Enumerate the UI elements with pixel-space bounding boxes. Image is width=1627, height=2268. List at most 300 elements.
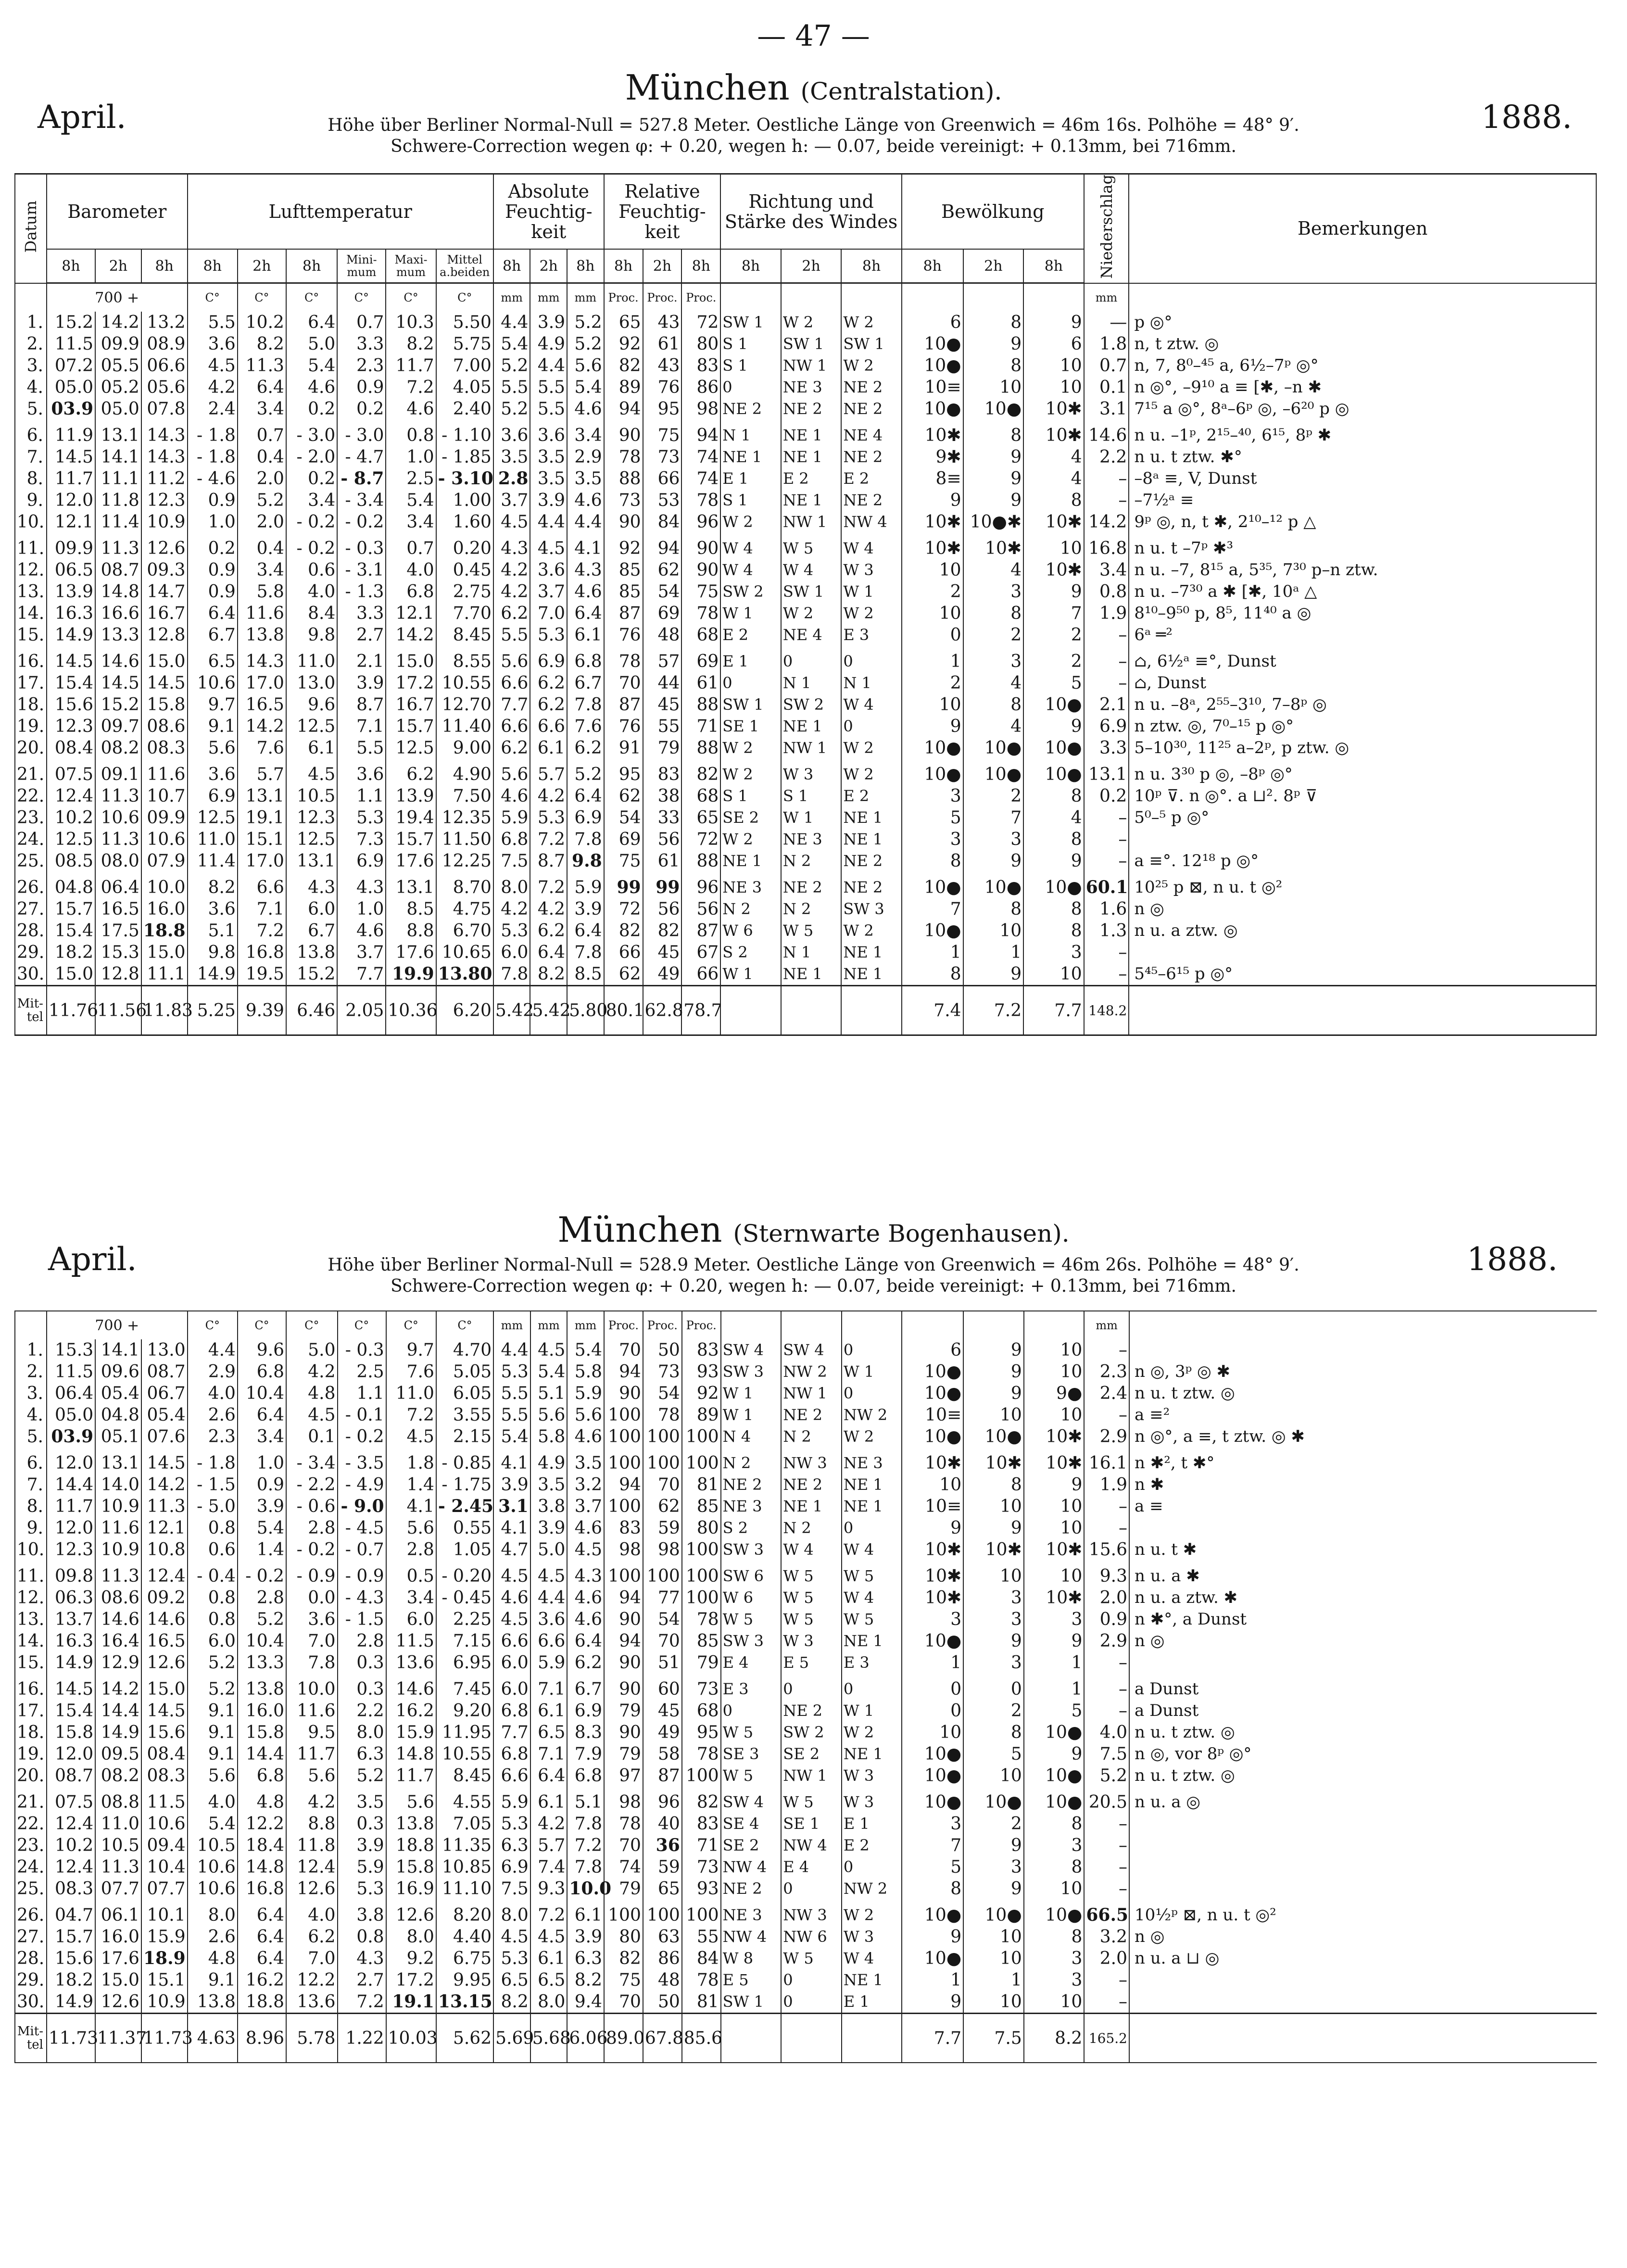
cell-temp-8h-evening: 12.5 xyxy=(286,829,337,850)
cell-cloud-8h-evening: 10✱ xyxy=(1023,511,1084,533)
table-row xyxy=(15,1948,1597,1969)
mean-temp-mean: 5.62 xyxy=(436,2014,493,2063)
cell-cloud-2h: 10● xyxy=(963,1787,1024,1813)
page-number: — 47 — xyxy=(757,19,870,53)
cell-wind-2h: W 1 xyxy=(781,807,842,829)
cell-baro-2h: 11.0 xyxy=(95,1813,141,1835)
cell-baro-2h: 14.1 xyxy=(95,446,141,468)
cell-temp-min: 3.3 xyxy=(337,333,386,355)
header-barometer: Barometer xyxy=(47,174,188,250)
cell-wind-8h-evening: NE 1 xyxy=(841,963,902,986)
cell-cloud-2h: 3 xyxy=(963,646,1024,672)
cell-cloud-8h-evening: 10● xyxy=(1023,694,1084,716)
cell-cloud-8h: 10● xyxy=(902,1948,963,1969)
cell-baro-2h: 07.7 xyxy=(95,1878,141,1900)
cell-relf-8h-evening: 56 xyxy=(681,898,720,920)
cell-temp-min: - 4.7 xyxy=(337,446,386,468)
cell-cloud-2h: 10 xyxy=(963,377,1024,398)
cell-absf-2h: 4.2 xyxy=(530,898,567,920)
cell-remarks: n u. a ✱ xyxy=(1129,1561,1597,1587)
cell-baro-8h: 12.4 xyxy=(47,1813,95,1835)
cell-baro-8h-evening: 14.3 xyxy=(141,446,188,468)
table-row xyxy=(15,1383,1597,1404)
cell-cloud-8h: 10● xyxy=(902,872,963,898)
cell-wind-8h: E 1 xyxy=(720,468,781,490)
cell-temp-min: - 0.1 xyxy=(338,1404,386,1426)
cell-temp-mean: - 0.85 xyxy=(436,1448,493,1474)
cell-wind-2h: 0 xyxy=(781,1878,842,1900)
cell-baro-2h: 15.2 xyxy=(95,694,141,716)
cell-relf-8h-evening: 93 xyxy=(682,1878,721,1900)
cell-absf-2h: 5.4 xyxy=(530,1361,568,1383)
cell-temp-8h-evening: 11.7 xyxy=(286,1743,337,1765)
cell-temp-max: 8.0 xyxy=(386,1926,436,1948)
cell-day: 22. xyxy=(15,1813,47,1835)
cell-temp-8h: 0.9 xyxy=(188,490,238,511)
cell-absf-8h: 4.5 xyxy=(493,511,530,533)
cell-absf-8h-evening: 6.7 xyxy=(567,1674,604,1700)
cell-wind-2h: 0 xyxy=(781,1969,842,1991)
cell-precipitation: 14.6 xyxy=(1084,420,1129,446)
mean-absf-8h: 5.42 xyxy=(493,986,530,1035)
cell-day: 1. xyxy=(15,312,47,333)
cell-baro-8h-evening: 12.3 xyxy=(141,490,188,511)
cell-absf-2h: 4.5 xyxy=(530,1339,568,1361)
cell-absf-8h: 4.5 xyxy=(493,1609,530,1630)
cell-temp-8h-evening: 0.6 xyxy=(286,559,337,581)
cell-temp-8h: 5.6 xyxy=(188,1765,238,1787)
cell-wind-8h: E 5 xyxy=(721,1969,782,1991)
cell-temp-8h-evening: 13.8 xyxy=(286,942,337,963)
cell-relf-2h: 54 xyxy=(643,581,682,603)
cell-baro-8h-evening: 14.5 xyxy=(141,672,188,694)
cell-temp-8h: 14.9 xyxy=(188,963,238,986)
hdr-wind-8h: 8h xyxy=(720,249,781,283)
cell-wind-8h-evening: W 3 xyxy=(841,559,902,581)
cell-remarks: a ≡² xyxy=(1129,1404,1597,1426)
cell-temp-mean: 11.10 xyxy=(436,1878,493,1900)
cell-precipitation: 2.1 xyxy=(1084,694,1129,716)
table-row xyxy=(15,398,1596,420)
cell-temp-2h: 8.2 xyxy=(238,333,286,355)
cell-baro-8h: 15.7 xyxy=(47,1926,95,1948)
hdr-bew-8h-evening: 8h xyxy=(1023,249,1084,283)
cell-baro-8h-evening: 10.4 xyxy=(141,1856,188,1878)
cell-temp-8h: 2.4 xyxy=(188,398,238,420)
cell-day: 11. xyxy=(15,533,47,559)
mean-temp-max: 10.36 xyxy=(386,986,436,1035)
cell-remarks: n u. t ztw. ◎ xyxy=(1129,1383,1597,1404)
table-row xyxy=(15,1674,1597,1700)
cell-baro-8h: 14.4 xyxy=(47,1474,95,1496)
cell-temp-2h: 5.2 xyxy=(238,490,286,511)
cell-baro-2h: 14.1 xyxy=(95,1339,141,1361)
cell-relf-2h: 49 xyxy=(643,1722,682,1743)
cell-baro-8h-evening: 13.2 xyxy=(141,312,188,333)
cell-baro-8h-evening: 08.6 xyxy=(141,716,188,737)
cell-precipitation: 0.2 xyxy=(1084,785,1129,807)
cell-relf-2h: 78 xyxy=(643,1404,682,1426)
cell-temp-max: 14.6 xyxy=(386,1674,436,1700)
cell-day: 24. xyxy=(15,829,47,850)
cell-baro-8h-evening: 08.3 xyxy=(141,737,188,759)
cell-baro-8h: 14.5 xyxy=(47,1674,95,1700)
cell-relf-8h-evening: 83 xyxy=(682,1339,721,1361)
cell-temp-max: 17.2 xyxy=(386,1969,436,1991)
cell-baro-8h: 15.6 xyxy=(47,1948,95,1969)
cell-baro-2h: 08.8 xyxy=(95,1787,141,1813)
cell-baro-8h-evening: 16.7 xyxy=(141,603,188,624)
cell-cloud-2h: 9 xyxy=(963,333,1024,355)
cell-wind-8h: NE 1 xyxy=(720,850,781,872)
station-title-2 xyxy=(0,1210,1627,1250)
cell-temp-min: - 4.5 xyxy=(338,1517,386,1539)
cell-relf-2h: 45 xyxy=(643,694,682,716)
cell-wind-2h: S 1 xyxy=(781,785,842,807)
cell-baro-8h-evening: 15.0 xyxy=(141,646,188,672)
cell-day: 29. xyxy=(15,1969,47,1991)
cell-absf-8h-evening: 3.9 xyxy=(567,898,604,920)
cell-cloud-8h: 7 xyxy=(902,1835,963,1856)
cell-remarks xyxy=(1129,1991,1597,2014)
cell-temp-8h-evening: 4.6 xyxy=(286,377,337,398)
mean-relf-2h: 62.8 xyxy=(643,986,682,1035)
station-subtitle: (Centralstation). xyxy=(800,77,1002,105)
cell-absf-2h: 4.2 xyxy=(530,785,567,807)
cell-temp-8h-evening: - 0.2 xyxy=(286,533,337,559)
cell-precipitation: 3.1 xyxy=(1084,398,1129,420)
cell-wind-2h: W 5 xyxy=(781,920,842,942)
cell-temp-mean: 2.75 xyxy=(436,581,493,603)
cell-temp-max: 17.2 xyxy=(386,672,436,694)
cell-wind-2h: NW 1 xyxy=(781,355,842,377)
cell-baro-8h: 14.9 xyxy=(47,1991,95,2014)
cell-temp-min: 0.3 xyxy=(338,1652,386,1674)
hdr-temp-2h: 2h xyxy=(238,249,286,283)
unit-c: C° xyxy=(286,283,337,312)
cell-baro-2h: 13.1 xyxy=(95,1448,141,1474)
cell-cloud-2h: 9 xyxy=(963,963,1024,986)
mean-empty xyxy=(841,986,902,1035)
cell-wind-8h: W 1 xyxy=(720,603,781,624)
cell-baro-8h-evening: 12.6 xyxy=(141,1652,188,1674)
cell-absf-8h-evening: 5.2 xyxy=(567,759,604,785)
cell-temp-2h: 16.5 xyxy=(238,694,286,716)
cell-temp-2h: 13.8 xyxy=(238,624,286,646)
cell-day: 10. xyxy=(15,511,47,533)
cell-baro-2h: 08.0 xyxy=(95,850,141,872)
cell-relf-8h-evening: 85 xyxy=(682,1630,721,1652)
cell-baro-2h: 09.9 xyxy=(95,333,141,355)
cell-relf-8h-evening: 87 xyxy=(681,920,720,942)
mean-precipitation: 148.2 xyxy=(1084,986,1129,1035)
cell-precipitation: 66.5 xyxy=(1084,1900,1129,1926)
cell-temp-2h: 2.0 xyxy=(238,468,286,490)
cell-cloud-8h: 0 xyxy=(902,1700,963,1722)
cell-wind-8h: NW 4 xyxy=(721,1926,782,1948)
cell-baro-8h: 10.2 xyxy=(47,807,95,829)
table-row xyxy=(15,420,1596,446)
table-row xyxy=(15,646,1596,672)
cell-temp-mean: 7.15 xyxy=(436,1630,493,1652)
mean-absf-8h: 5.69 xyxy=(493,2014,530,2063)
cell-remarks xyxy=(1129,1878,1597,1900)
cell-temp-8h-evening: 11.0 xyxy=(286,646,337,672)
cell-cloud-8h: 10● xyxy=(902,333,963,355)
cell-day: 20. xyxy=(15,1765,47,1787)
cell-wind-8h: SE 1 xyxy=(720,716,781,737)
cell-temp-2h: 15.1 xyxy=(238,829,286,850)
cell-baro-8h: 15.0 xyxy=(47,963,95,986)
cell-absf-8h-evening: 4.6 xyxy=(567,490,604,511)
station-title xyxy=(0,67,1627,108)
cell-day: 24. xyxy=(15,1856,47,1878)
cell-cloud-2h: 3 xyxy=(963,1587,1024,1609)
hdr-bew-8h: 8h xyxy=(902,249,963,283)
cell-wind-8h: SE 2 xyxy=(720,807,781,829)
cell-baro-8h: 11.9 xyxy=(47,420,95,446)
cell-absf-2h: 6.1 xyxy=(530,1700,568,1722)
cell-cloud-8h-evening: 10 xyxy=(1024,1517,1085,1539)
cell-temp-8h-evening: - 2.0 xyxy=(286,446,337,468)
hdr-wind-8h-evening: 8h xyxy=(841,249,902,283)
cell-day: 26. xyxy=(15,872,47,898)
cell-remarks xyxy=(1129,1969,1597,1991)
cell-temp-8h-evening: 12.2 xyxy=(286,1969,337,1991)
cell-absf-8h-evening: 5.9 xyxy=(567,872,604,898)
cell-day: 6. xyxy=(15,420,47,446)
cell-relf-8h-evening: 100 xyxy=(682,1900,721,1926)
cell-temp-2h: 9.6 xyxy=(238,1339,286,1361)
table-row xyxy=(15,759,1596,785)
cell-remarks: n ◎, 3ᵖ ◎ ✱ xyxy=(1129,1361,1597,1383)
cell-temp-max: 11.7 xyxy=(386,1765,436,1787)
cell-baro-2h: 14.6 xyxy=(95,646,141,672)
cell-cloud-8h: 10 xyxy=(902,1474,963,1496)
cell-relf-2h: 84 xyxy=(643,511,682,533)
table-row xyxy=(15,1609,1597,1630)
cell-relf-2h: 100 xyxy=(643,1561,682,1587)
cell-baro-8h: 14.9 xyxy=(47,624,95,646)
cell-temp-8h: 1.0 xyxy=(188,511,238,533)
cell-temp-8h-evening: 5.4 xyxy=(286,355,337,377)
cell-temp-2h: 6.8 xyxy=(238,1361,286,1383)
cell-wind-2h: N 2 xyxy=(781,1426,842,1448)
cell-cloud-2h: 4 xyxy=(963,672,1024,694)
cell-relf-8h-evening: 72 xyxy=(681,312,720,333)
cell-cloud-8h-evening: 8 xyxy=(1023,898,1084,920)
cell-absf-8h-evening: 6.3 xyxy=(567,1948,604,1969)
cell-baro-8h-evening: 07.6 xyxy=(141,1426,188,1448)
cell-precipitation: – xyxy=(1084,942,1129,963)
cell-cloud-8h-evening: 1 xyxy=(1024,1652,1085,1674)
cell-temp-8h-evening: 6.0 xyxy=(286,898,337,920)
cell-absf-2h: 6.1 xyxy=(530,1948,568,1969)
cell-cloud-8h-evening: 9 xyxy=(1023,850,1084,872)
cell-cloud-8h-evening: 2 xyxy=(1023,624,1084,646)
mean-temp-2h: 8.96 xyxy=(238,2014,286,2063)
cell-relf-8h: 75 xyxy=(604,1969,643,1991)
hdr-mittel: Mittel a.beiden xyxy=(436,249,493,283)
cell-day: 23. xyxy=(15,1835,47,1856)
cell-cloud-2h: 10 xyxy=(963,1991,1024,2014)
cell-relf-2h: 79 xyxy=(643,737,682,759)
cell-wind-2h: SW 2 xyxy=(781,1722,842,1743)
cell-temp-8h: 9.1 xyxy=(188,1969,238,1991)
header-lufttemperatur: Lufttemperatur xyxy=(188,174,493,250)
table-row xyxy=(15,624,1596,646)
cell-temp-mean: 4.55 xyxy=(436,1787,493,1813)
cell-relf-8h: 78 xyxy=(604,446,643,468)
cell-relf-8h-evening: 80 xyxy=(681,333,720,355)
cell-relf-8h-evening: 95 xyxy=(682,1722,721,1743)
table-row xyxy=(15,1765,1597,1787)
cell-temp-min: - 3.4 xyxy=(337,490,386,511)
cell-relf-8h: 100 xyxy=(604,1426,643,1448)
cell-temp-max: 16.9 xyxy=(386,1878,436,1900)
cell-wind-8h: S 1 xyxy=(720,490,781,511)
cell-cloud-8h: 10✱ xyxy=(902,533,963,559)
cell-baro-8h: 13.7 xyxy=(47,1609,95,1630)
cell-absf-8h: 4.3 xyxy=(493,533,530,559)
cell-baro-8h-evening: 11.2 xyxy=(141,468,188,490)
cell-relf-2h: 33 xyxy=(643,807,682,829)
cell-temp-max: 2.5 xyxy=(386,468,436,490)
cell-cloud-8h: 8 xyxy=(902,1878,963,1900)
cell-absf-8h-evening: 10.0 xyxy=(567,1878,604,1900)
cell-relf-8h-evening: 71 xyxy=(681,716,720,737)
cell-relf-2h: 99 xyxy=(643,872,682,898)
cell-remarks: n ✱ xyxy=(1129,1474,1597,1496)
cell-cloud-8h-evening: 10● xyxy=(1024,1765,1085,1787)
cell-temp-max: 0.8 xyxy=(386,420,436,446)
cell-relf-8h: 76 xyxy=(604,716,643,737)
cell-wind-2h: N 2 xyxy=(781,898,842,920)
cell-baro-8h: 03.9 xyxy=(47,398,95,420)
cell-day: 4. xyxy=(15,1404,47,1426)
cell-temp-min: 2.7 xyxy=(337,624,386,646)
cell-relf-8h-evening: 74 xyxy=(681,468,720,490)
cell-wind-8h: 0 xyxy=(720,377,781,398)
cell-relf-2h: 83 xyxy=(643,759,682,785)
cell-wind-2h: NW 3 xyxy=(781,1448,842,1474)
cell-relf-2h: 36 xyxy=(643,1835,682,1856)
cell-wind-8h: W 6 xyxy=(721,1587,782,1609)
cell-cloud-8h-evening: 2 xyxy=(1023,646,1084,672)
cell-relf-8h: 70 xyxy=(604,1339,643,1361)
cell-baro-8h: 08.3 xyxy=(47,1878,95,1900)
cell-temp-8h-evening: 8.8 xyxy=(286,1813,337,1835)
cell-cloud-8h: 2 xyxy=(902,581,963,603)
cell-baro-8h: 03.9 xyxy=(47,1426,95,1448)
cell-temp-max: 1.4 xyxy=(386,1474,436,1496)
unit-barometer: 700 + xyxy=(47,1311,188,1339)
cell-wind-2h: N 2 xyxy=(781,1517,842,1539)
cell-baro-8h: 09.8 xyxy=(47,1561,95,1587)
cell-relf-8h-evening: 88 xyxy=(681,694,720,716)
cell-cloud-8h: 10● xyxy=(902,920,963,942)
cell-wind-8h-evening: SW 3 xyxy=(841,898,902,920)
cell-remarks: 8¹⁰–9⁵⁰ p, 8⁵, 11⁴⁰ a ◎ xyxy=(1129,603,1596,624)
cell-temp-2h: 0.9 xyxy=(238,1474,286,1496)
cell-cloud-8h-evening: 9 xyxy=(1024,1474,1085,1496)
cell-temp-2h: 6.4 xyxy=(238,1948,286,1969)
cell-temp-mean: 9.95 xyxy=(436,1969,493,1991)
cell-temp-8h-evening: 3.4 xyxy=(286,490,337,511)
cell-baro-2h: 11.3 xyxy=(95,533,141,559)
cell-day: 27. xyxy=(15,1926,47,1948)
cell-wind-8h: W 6 xyxy=(720,920,781,942)
cell-temp-max: 8.8 xyxy=(386,920,436,942)
cell-relf-8h: 75 xyxy=(604,850,643,872)
cell-temp-min: 2.5 xyxy=(338,1361,386,1383)
cell-temp-2h: 15.8 xyxy=(238,1722,286,1743)
cell-day: 25. xyxy=(15,1878,47,1900)
cell-cloud-8h-evening: 10 xyxy=(1024,1878,1085,1900)
cell-temp-8h: 10.5 xyxy=(188,1835,238,1856)
cell-absf-2h: 9.3 xyxy=(530,1878,568,1900)
cell-cloud-8h-evening: 10✱ xyxy=(1024,1448,1085,1474)
cell-absf-2h: 5.3 xyxy=(530,624,567,646)
cell-baro-8h: 15.4 xyxy=(47,1700,95,1722)
cell-temp-max: 16.7 xyxy=(386,694,436,716)
cell-baro-8h-evening: 12.8 xyxy=(141,624,188,646)
cell-absf-8h-evening: 3.2 xyxy=(567,1474,604,1496)
cell-wind-8h: SW 1 xyxy=(721,1991,782,2014)
cell-temp-max: 16.2 xyxy=(386,1700,436,1722)
cell-temp-8h-evening: 10.0 xyxy=(286,1674,337,1700)
cell-baro-8h-evening: 12.1 xyxy=(141,1517,188,1539)
cell-remarks: a ≡°. 12¹⁸ p ◎° xyxy=(1129,850,1596,872)
cell-temp-8h: 9.1 xyxy=(188,1722,238,1743)
cell-temp-8h-evening: 0.2 xyxy=(286,398,337,420)
cell-relf-2h: 50 xyxy=(643,1991,682,2014)
cell-temp-min: - 0.2 xyxy=(337,511,386,533)
cell-temp-min: - 9.0 xyxy=(338,1496,386,1517)
cell-absf-2h: 4.4 xyxy=(530,355,567,377)
cell-temp-2h: 16.8 xyxy=(238,1878,286,1900)
cell-cloud-2h: 9 xyxy=(963,446,1024,468)
cell-absf-8h: 3.1 xyxy=(493,1496,530,1517)
cell-baro-2h: 17.5 xyxy=(95,920,141,942)
cell-cloud-2h: 10 xyxy=(963,1765,1024,1787)
cell-cloud-2h: 9 xyxy=(963,490,1024,511)
cell-temp-min: 4.3 xyxy=(338,1948,386,1969)
cell-absf-8h: 4.4 xyxy=(493,312,530,333)
cell-baro-8h-evening: 07.8 xyxy=(141,398,188,420)
cell-cloud-2h: 4 xyxy=(963,559,1024,581)
unit-mm: mm xyxy=(530,1311,568,1339)
cell-wind-2h: N 2 xyxy=(781,850,842,872)
cell-cloud-2h: 9 xyxy=(963,1517,1024,1539)
cell-relf-8h: 94 xyxy=(604,1474,643,1496)
cell-temp-2h: 18.8 xyxy=(238,1991,286,2014)
cell-wind-2h: NE 2 xyxy=(781,1474,842,1496)
cell-temp-8h-evening: 0.1 xyxy=(286,1426,337,1448)
cell-absf-2h: 5.0 xyxy=(530,1539,568,1561)
cell-day: 30. xyxy=(15,963,47,986)
cell-absf-8h-evening: 4.3 xyxy=(567,1561,604,1587)
cell-cloud-8h: 9 xyxy=(902,1991,963,2014)
cell-temp-2h: 0.4 xyxy=(238,533,286,559)
cell-cloud-8h: 10● xyxy=(902,1426,963,1448)
cell-baro-8h: 12.0 xyxy=(47,1517,95,1539)
cell-wind-8h-evening: W 2 xyxy=(842,1426,902,1448)
cell-temp-8h: 6.4 xyxy=(188,603,238,624)
cell-wind-2h: 0 xyxy=(781,1991,842,2014)
cell-absf-8h: 5.9 xyxy=(493,1787,530,1813)
cell-day: 13. xyxy=(15,581,47,603)
